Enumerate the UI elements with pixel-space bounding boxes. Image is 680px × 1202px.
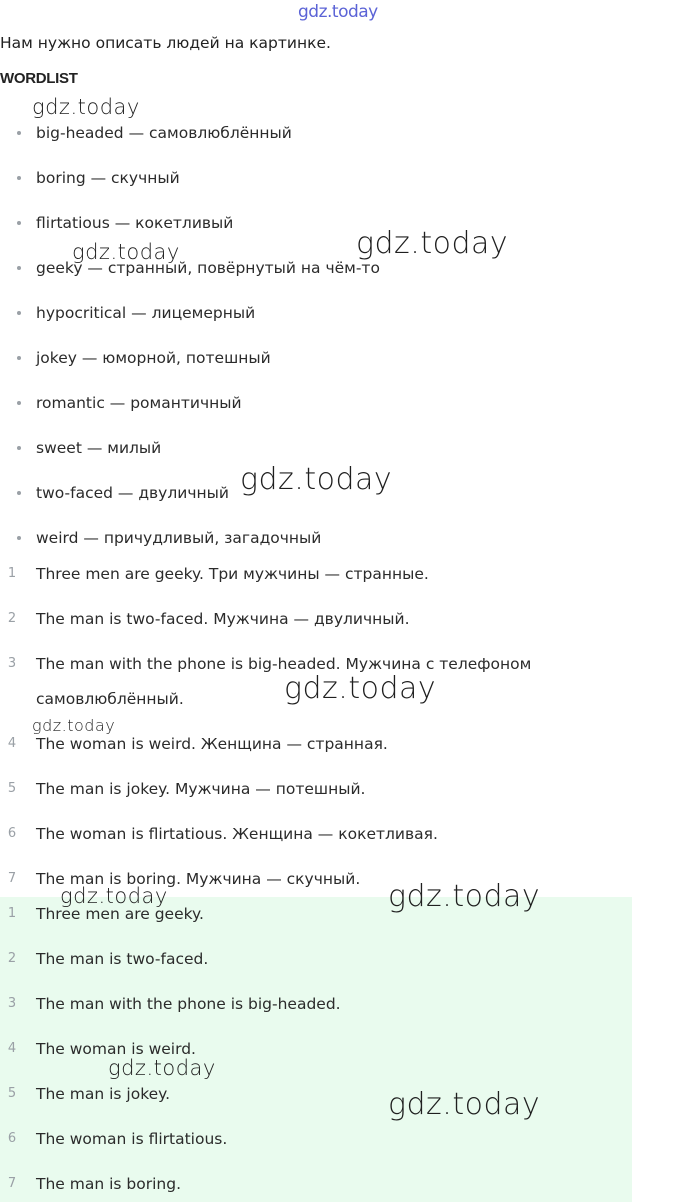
watermark: gdz.today [32,95,140,119]
answer-text: The man is two-faced. [36,950,209,968]
bullet [17,536,21,540]
item-number: 5 [7,1086,17,1101]
answer-row [0,1083,680,1105]
wordlist-entry: big-headed — самовлюблённый [36,124,292,142]
item-number: 2 [7,951,17,966]
list-item [0,347,680,369]
item-number: 4 [7,736,17,751]
item-number: 6 [7,1131,17,1146]
bullet [17,401,21,405]
item-number: 4 [7,1041,17,1056]
bullet [17,356,21,360]
watermark: gdz.today [72,240,180,264]
list-item [0,392,680,414]
list-item [0,437,680,459]
wordlist-heading: WORDLIST [0,70,78,87]
header-watermark: gdz.today [298,2,378,22]
bullet [17,266,21,270]
watermark: gdz.today [356,226,509,261]
item-number: 3 [7,996,17,1011]
bullet [17,491,21,495]
answer-row [0,948,680,970]
item-number: 2 [7,611,17,626]
translation-row [0,563,680,585]
item-number: 7 [7,1176,17,1191]
translation-text: The woman is flirtatious. Женщина — кокетливая. [36,825,438,843]
item-number: 6 [7,826,17,841]
translation-row [0,778,680,800]
bullet [17,221,21,225]
wordlist-entry: flirtatious — кокетливый [36,214,234,232]
translation-text: The man is two-faced. Мужчина — двуличный. [36,610,410,628]
translation-text: The man is boring. Мужчина — скучный. [36,870,361,888]
wordlist-entry: hypocritical — лицемерный [36,304,256,322]
wordlist-entry: geeky — странный, повёрнутый на чём-то [36,259,380,277]
translation-text: The woman is weird. Женщина — странная. [36,735,388,753]
list-item [0,302,680,324]
wordlist-entry: boring — скучный [36,169,180,187]
list-item [0,122,680,144]
answer-text: Three men are geeky. [36,905,204,923]
item-number: 5 [7,781,17,796]
answer-text: The man is jokey. [36,1085,171,1103]
watermark: gdz.today [284,671,437,706]
translation-row [0,608,680,630]
item-number: 1 [7,906,17,921]
watermark: gdz.today [388,879,541,914]
answer-row [0,1173,680,1195]
watermark: gdz.today [240,462,393,497]
list-item [0,167,680,189]
wordlist-entry: two-faced — двуличный [36,484,229,502]
answer-text: The woman is flirtatious. [36,1130,228,1148]
translation-text: Three men are geeky. Три мужчины — странные. [36,565,429,583]
wordlist-entry: sweet — милый [36,439,162,457]
answer-row [0,1128,680,1150]
answer-text: The man with the phone is big-headed. [36,995,341,1013]
bullet [17,446,21,450]
item-number: 1 [7,566,17,581]
wordlist-entry: weird — причудливый, загадочный [36,529,322,547]
watermark: gdz.today [108,1056,216,1080]
bullet [17,311,21,315]
list-item [0,527,680,549]
translation-row [0,733,680,755]
answer-row [0,1038,680,1060]
translation-text: самовлюблённый. [36,690,184,708]
list-item [0,212,680,234]
watermark: gdz.today [32,716,116,735]
answer-text: The man is boring. [36,1175,182,1193]
answer-row [0,993,680,1015]
intro-text: Нам нужно описать людей на картинке. [0,34,331,52]
wordlist-entry: romantic — романтичный [36,394,242,412]
bullet [17,131,21,135]
item-number: 7 [7,871,17,886]
bullet [17,176,21,180]
watermark: gdz.today [388,1087,541,1122]
translation-text: The man with the phone is big-headed. Мужчина с телефоном [36,655,532,673]
item-number: 3 [7,656,17,671]
wordlist-entry: jokey — юморной, потешный [36,349,271,367]
answer-text: The woman is weird. [36,1040,196,1058]
watermark: gdz.today [60,884,168,908]
translation-text: The man is jokey. Мужчина — потешный. [36,780,366,798]
translation-row [0,823,680,845]
